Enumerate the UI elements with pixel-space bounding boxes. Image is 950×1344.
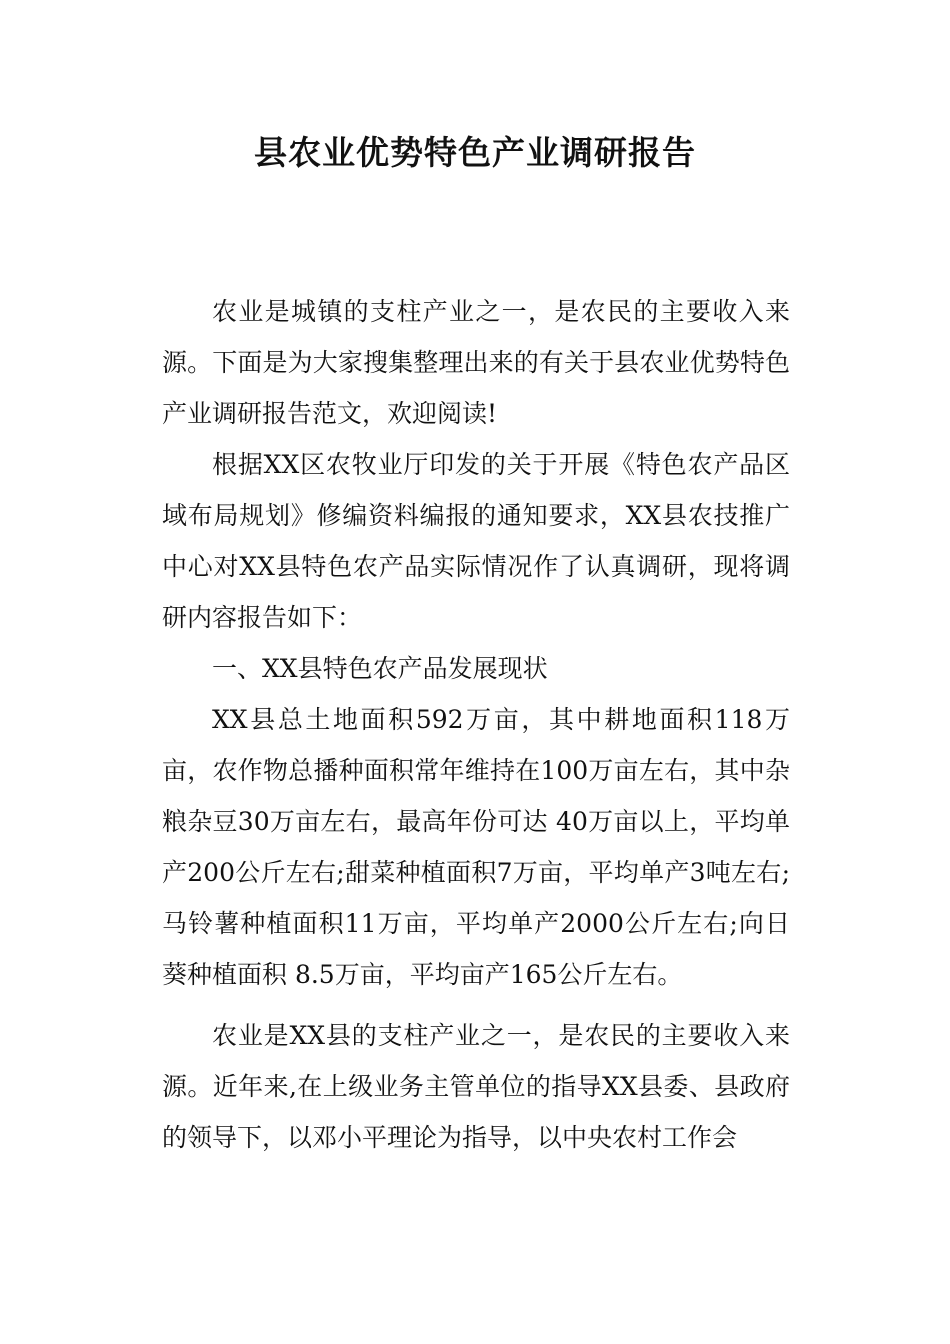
- document-body: [162, 286, 790, 1163]
- section-heading-1: 一、XX县特色农产品发展现状: [212, 654, 548, 683]
- document-title: 县农业优势特色产业调研报告: [254, 133, 696, 172]
- paragraph-intro: 农业是城镇的支柱产业之一，是农民的主要收入来源。下面是为大家搜集整理出来的有关于县农业优势特色产业调研报告范文，欢迎阅读!: [162, 297, 790, 428]
- paragraph-pillar-industry: 农业是XX县的支柱产业之一，是农民的主要收入来源。近年来,在上级业务主管单位的指导XX县委、县政府的领导下，以邓小平理论为指导，以中央农村工作会: [162, 1021, 790, 1152]
- paragraph-land-statistics: XX县总土地面积592万亩，其中耕地面积118万亩，农作物总播种面积常年维持在100万亩左右，其中杂粮杂豆30万亩左右，最高年份可达 40万亩以上，平均单产200公斤左右;甜菜种植面积7万亩，平均单产3吨左右;马铃薯种植面积11万亩，平均单产2000公斤左右;向日葵种植面积 8.5万亩，平均亩产165公斤左右。: [162, 705, 790, 989]
- paragraph-background: 根据XX区农牧业厅印发的关于开展《特色农产品区域布局规划》修编资料编报的通知要求，XX县农技推广中心对XX县特色农产品实际情况作了认真调研，现将调研内容报告如下：: [162, 450, 790, 632]
